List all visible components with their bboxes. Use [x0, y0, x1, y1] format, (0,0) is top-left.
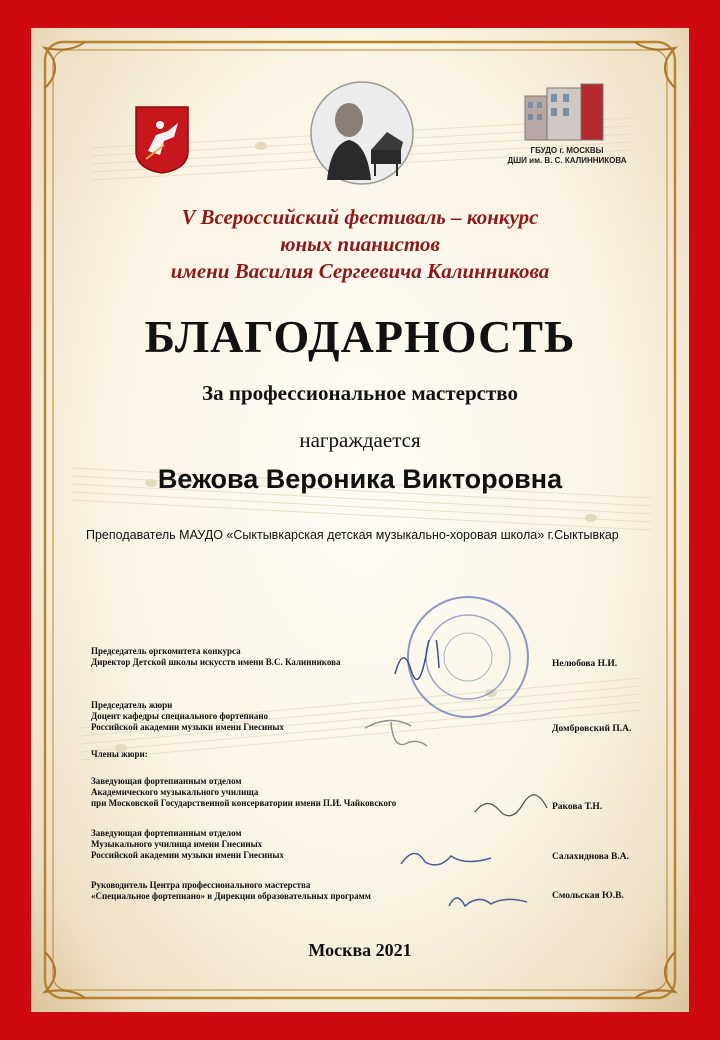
signatory-member2-line2: Музыкального училища имени Гнесиных: [91, 839, 263, 849]
signatory-member3-line1: Руководитель Центра профессионального мастерства: [91, 880, 311, 890]
signatory-member2-line3: Российской академии музыки имени Гнесиных: [91, 850, 284, 860]
festival-title-line2: юных пианистов: [280, 232, 440, 256]
school-name-line1: ГБУДО г. МОСКВЫ: [530, 146, 604, 155]
awarded-label: награждается: [299, 428, 421, 452]
signature-jury-chair-icon: [361, 708, 441, 750]
award-reason: За профессиональное мастерство: [202, 381, 518, 405]
composer-portrait-icon: [309, 80, 415, 186]
city-year: Москва 2021: [308, 940, 412, 960]
signatory-member3-line2: «Специальное фортепиано» в Дирекции образовательных программ: [91, 891, 371, 901]
recipient-position: Преподаватель МАУДО «Сыктывкарская детская музыкально-хоровая школа» г.Сыктывкар: [86, 528, 619, 542]
signatory-member1-line1: Заведующая фортепианным отделом: [91, 776, 242, 786]
school-name-line2: ДШИ им. В. С. КАЛИННИКОВА: [507, 156, 627, 165]
signatory-member3-name: Смольская Ю.В.: [552, 891, 624, 901]
signatory-member2-name: Салахиднова В.А.: [552, 852, 629, 862]
signatory-chairman: [91, 646, 340, 668]
festival-title-line3: имени Василия Сергеевича Калинникова: [170, 259, 550, 283]
festival-title-line1: V Всероссийский фестиваль – конкурс: [181, 205, 539, 229]
signatory-member1: [91, 776, 396, 809]
recipient-name: Вежова Вероника Викторовна: [157, 464, 563, 494]
signatory-jury-chair-name: Домбровский П.А.: [552, 724, 632, 734]
signatory-member3: [91, 880, 371, 902]
signatory-member1-name: Ракова Т.Н.: [552, 802, 603, 812]
signatory-jury-chair: [91, 700, 284, 733]
school-building-logo-icon: [513, 80, 643, 200]
signature-chairman-icon: [391, 640, 441, 680]
signature-member3-icon: [443, 884, 533, 918]
signature-member1-icon: [471, 792, 551, 822]
festival-title: [31, 204, 689, 285]
signatory-jury-chair-line1: Председатель жюри: [91, 700, 173, 710]
signatory-jury-chair-line3: Российской академии музыки имени Гнесиных: [91, 722, 284, 732]
certificate-paper: [31, 28, 689, 1012]
signatory-member2: [91, 828, 284, 861]
signatory-member1-line2: Академического музыкального училища: [91, 787, 259, 797]
moscow-coat-of-arms-icon: [134, 105, 190, 175]
signatory-jury-chair-line2: Доцент кафедры специального фортепиано: [91, 711, 269, 721]
signature-member2-icon: [395, 840, 495, 876]
document-heading: БЛАГОДАРНОСТЬ: [144, 311, 576, 362]
school-name: [487, 146, 647, 166]
signatory-chairman-line2: Директор Детской школы искусств имени В.С. Калинникова: [91, 657, 341, 667]
signatory-member1-line3: при Московской Государственной консерватории имени П.И. Чайковского: [91, 798, 397, 808]
jury-members-label: Члены жюри:: [91, 749, 148, 759]
signatory-chairman-name: Нелюбова Н.И.: [552, 659, 618, 669]
signatory-chairman-line1: Председатель оргкомитета конкурса: [91, 646, 241, 656]
signatory-member2-line1: Заведующая фортепианным отделом: [91, 828, 242, 838]
